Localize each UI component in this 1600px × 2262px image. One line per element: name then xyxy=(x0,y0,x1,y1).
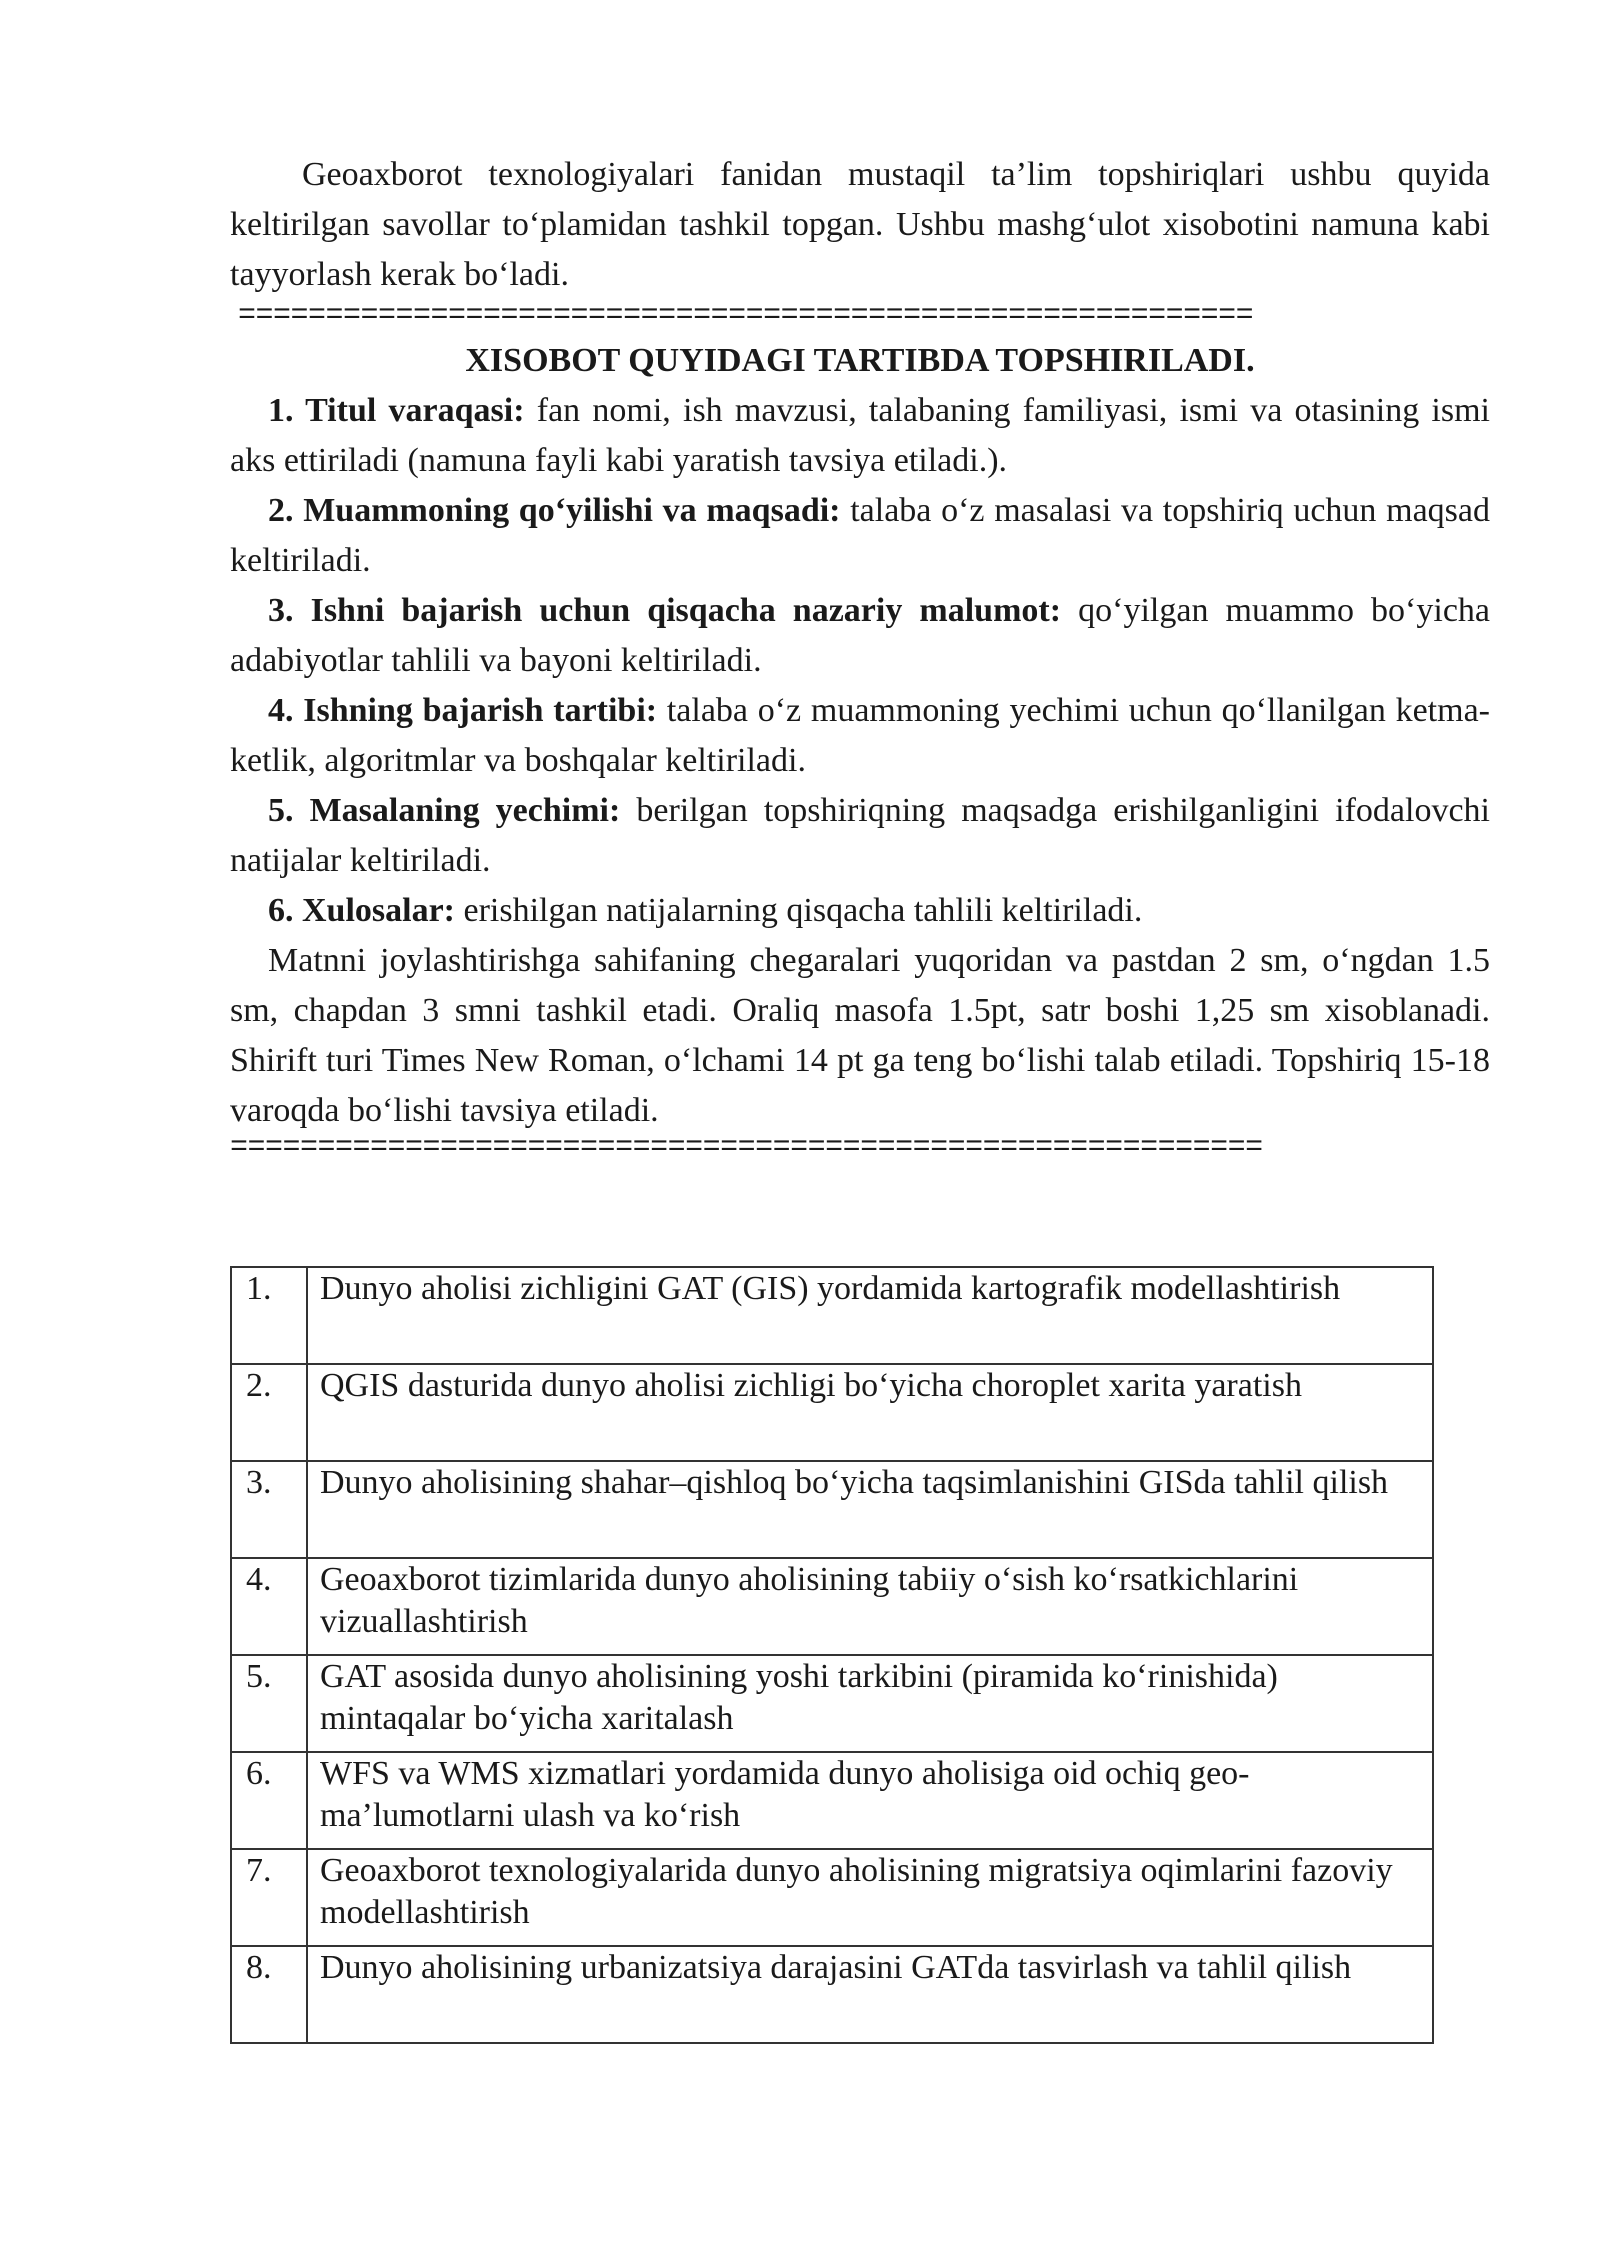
item-text: qo‘yilgan muammo bo‘yicha adabiyotlar tahlili va bayoni keltiriladi. xyxy=(230,592,1491,679)
topic-number: 5. xyxy=(231,1655,307,1752)
topic-title: WFS va WMS xizmatlari yordamida dunyo aholisiga oid ochiq geo-ma’lumotlarni ulash va ko‘rish xyxy=(307,1752,1433,1849)
topic-title: GAT asosida dunyo aholisining yoshi tarkibini (piramida ko‘rinishida) mintaqalar bo‘yicha xaritalash xyxy=(307,1655,1433,1752)
topic-number: 6. xyxy=(231,1752,307,1849)
topic-number: 7. xyxy=(231,1849,307,1946)
topic-title: QGIS dasturida dunyo aholisi zichligi bo‘yicha choroplet xarita yaratish xyxy=(307,1364,1433,1461)
item-text: berilgan topshiriqning maqsadga erishilganligini ifodalovchi natijalar keltiriladi. xyxy=(230,792,1490,879)
item-label: 2. Muammoning qo‘yilishi va maqsadi: xyxy=(268,492,841,529)
topic-number: 1. xyxy=(231,1267,307,1364)
item-label: 4. Ishning bajarish tartibi: xyxy=(268,692,658,729)
separator-top: ========================================================== xyxy=(238,304,1254,328)
table-row xyxy=(231,1267,1433,1364)
item-title-page xyxy=(230,386,1490,486)
table-row xyxy=(231,1364,1433,1461)
table-row xyxy=(231,1655,1433,1752)
table-row xyxy=(231,1946,1433,2043)
topic-title: Dunyo aholisining shahar–qishloq bo‘yicha taqsimlanishini GISda tahlil qilish xyxy=(307,1461,1433,1558)
item-solution xyxy=(230,786,1490,886)
item-label: 6. Xulosalar: xyxy=(268,892,455,929)
topic-title: Dunyo aholisi zichligini GAT (GIS) yordamida kartografik modellashtirish xyxy=(307,1267,1433,1364)
table-row xyxy=(231,1461,1433,1558)
topic-title: Dunyo aholisining urbanizatsiya darajasini GATda tasvirlash va tahlil qilish xyxy=(307,1946,1433,2043)
item-label: 3. Ishni bajarish uchun qisqacha nazariy malumot: xyxy=(268,592,1062,629)
topic-number: 4. xyxy=(231,1558,307,1655)
item-procedure xyxy=(230,686,1490,786)
formatting-note: Matnni joylashtirishga sahifaning chegaralari yuqoridan va pastdan 2 sm, o‘ngdan 1.5 sm, chapdan 3 smni tashkil etadi. Oraliq masofa 1.5pt, satr boshi 1,25 sm xisoblanadi. Shirift turi Times New Roman, o‘lchami 14 pt ga teng bo‘lishi talab etiladi. Topshiriq 15-18 varoqda bo‘lishi tavsiya etiladi. xyxy=(230,942,1490,1129)
topic-title: Geoaxborot texnologiyalarida dunyo aholisining migratsiya oqimlarini fazoviy modellashtirish xyxy=(307,1849,1433,1946)
document-body xyxy=(230,150,1490,1160)
table-row xyxy=(231,1558,1433,1655)
item-problem-goal xyxy=(230,486,1490,586)
topic-number: 3. xyxy=(231,1461,307,1558)
table-row xyxy=(231,1849,1433,1946)
item-text: erishilgan natijalarning qisqacha tahlili keltiriladi. xyxy=(455,892,1143,929)
topics-table xyxy=(230,1266,1434,2044)
item-label: 5. Masalaning yechimi: xyxy=(268,792,621,829)
separator-bottom: =========================================================== xyxy=(230,1136,1263,1160)
topic-number: 2. xyxy=(231,1364,307,1461)
report-heading: XISOBOT QUYIDAGI TARTIBDA TOPSHIRILADI. xyxy=(465,342,1255,379)
topic-number: 8. xyxy=(231,1946,307,2043)
item-theory xyxy=(230,586,1490,686)
item-text: fan nomi, ish mavzusi, talabaning familiyasi, ismi va otasining ismi aks ettiriladi (namuna fayli kabi yaratish tavsiya etiladi.). xyxy=(230,392,1491,479)
item-label: 1. Titul varaqasi: xyxy=(268,392,525,429)
intro-paragraph: Geoaxborot texnologiyalari fanidan mustaqil ta’lim topshiriqlari ushbu quyida keltirilgan savollar to‘plamidan tashkil topgan. Ushbu mashg‘ulot xisobotini namuna kabi tayyorlash kerak bo‘ladi. xyxy=(230,156,1490,293)
topic-title: Geoaxborot tizimlarida dunyo aholisining tabiiy o‘sish ko‘rsatkichlarini vizuallashtirish xyxy=(307,1558,1433,1655)
item-text: talaba o‘z muammoning yechimi uchun qo‘llanilgan ketma-ketlik, algoritmlar va boshqalar keltiriladi. xyxy=(230,692,1490,779)
item-text: talaba o‘z masalasi va topshiriq uchun maqsad keltiriladi. xyxy=(230,492,1490,579)
item-conclusions xyxy=(230,886,1490,936)
table-row xyxy=(231,1752,1433,1849)
